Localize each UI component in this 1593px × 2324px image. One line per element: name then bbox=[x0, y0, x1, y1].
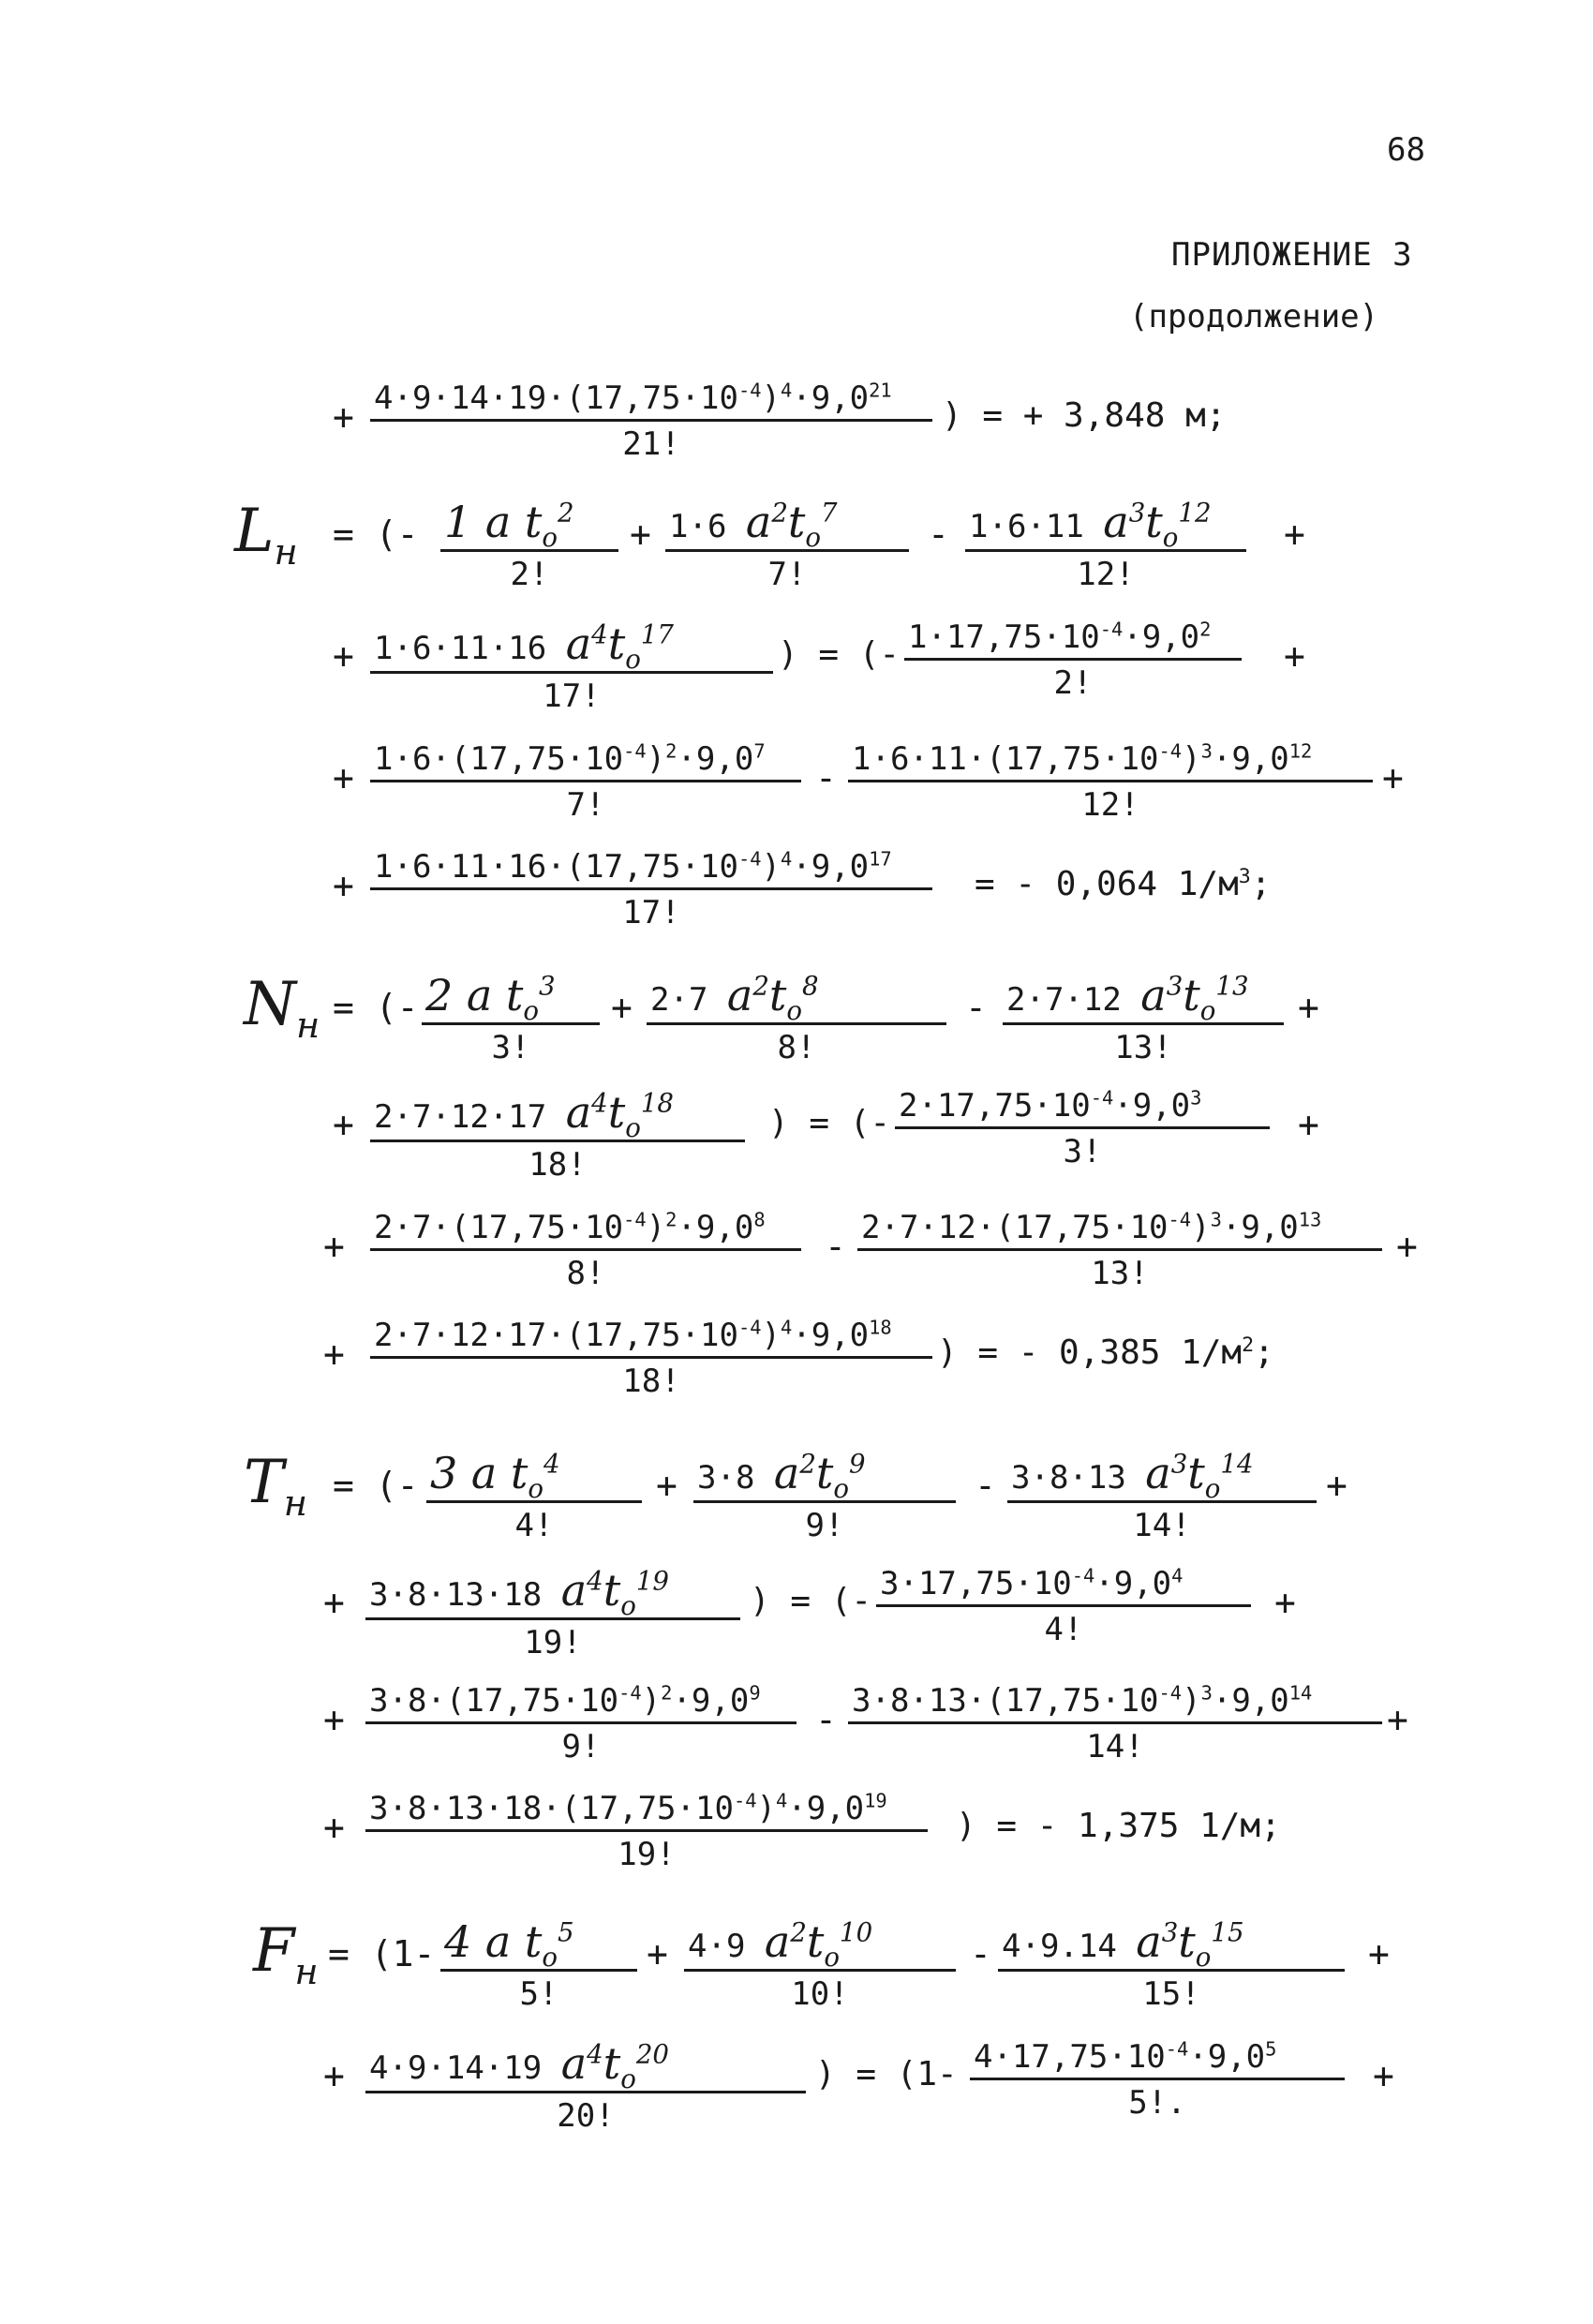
fraction-numerator: 3 a $t_o^4$ bbox=[426, 1448, 642, 1503]
fraction bbox=[904, 618, 1242, 702]
formula-result: ) = (- bbox=[750, 1582, 872, 1620]
operator: + bbox=[323, 1699, 345, 1740]
fraction-numerator: 2 a $t_o^3$ bbox=[422, 970, 600, 1025]
formula-result: ) = - 0,385 $1/м^2$; bbox=[937, 1333, 1274, 1372]
page-number: 68 bbox=[1387, 131, 1425, 169]
operator: - bbox=[825, 1226, 846, 1267]
operator: + bbox=[1382, 757, 1404, 798]
fraction bbox=[370, 380, 932, 463]
fraction-numerator: $3\cdot 8\cdot 13\cdot(17,75\cdot 10^{-4})^3\cdot 9,0^{14}$ bbox=[848, 1682, 1382, 1724]
operator: + bbox=[611, 987, 633, 1028]
fraction bbox=[998, 1916, 1345, 2013]
fraction-denominator: 18! bbox=[529, 1146, 587, 1184]
fraction bbox=[370, 740, 801, 824]
formula-line bbox=[0, 2038, 1593, 2141]
formula-result: = - 0,064 $1/м^3$; bbox=[975, 865, 1272, 903]
fraction-denominator: 12! bbox=[1081, 786, 1139, 824]
fraction-denominator: 20! bbox=[557, 2097, 615, 2135]
fraction-denominator: 10! bbox=[791, 1975, 849, 2013]
formula-result: ) = (1- bbox=[815, 2055, 958, 2093]
fraction-denominator: 12! bbox=[1077, 556, 1135, 593]
fraction-denominator: 8! bbox=[566, 1255, 605, 1292]
operator: - bbox=[965, 987, 987, 1028]
fraction-denominator: 3! bbox=[1063, 1133, 1102, 1170]
fraction bbox=[965, 497, 1246, 593]
fraction-denominator: 4! bbox=[514, 1507, 554, 1544]
operator: + bbox=[1373, 2055, 1394, 2096]
fraction bbox=[440, 1916, 637, 2013]
operator: + bbox=[1368, 1933, 1390, 1974]
appendix-subtitle: (продолжение) bbox=[1129, 298, 1379, 335]
fraction bbox=[857, 1209, 1382, 1292]
fraction-numerator: 1·6·11 $a^3t_o^{12}$ bbox=[965, 497, 1246, 552]
fraction-numerator: $3\cdot 8\cdot(17,75\cdot 10^{-4})^2\cdot 9,0^9$ bbox=[365, 1682, 796, 1724]
fraction-numerator: 2·7·12 $a^3t_o^{13}$ bbox=[1003, 970, 1284, 1025]
fraction-numerator: 4·9·14·19 $a^4t_o^{20}$ bbox=[365, 2038, 806, 2093]
fraction bbox=[365, 1682, 796, 1765]
operator: + bbox=[333, 1104, 354, 1145]
fraction-numerator: 1·6 $a^2t_o^7$ bbox=[665, 497, 909, 552]
fraction bbox=[848, 740, 1373, 824]
fraction-numerator: 3·8·13 $a^3t_o^{14}$ bbox=[1007, 1448, 1317, 1503]
fraction-denominator: 7! bbox=[767, 556, 807, 593]
operator: + bbox=[323, 1333, 345, 1375]
fraction-denominator: 2! bbox=[1053, 664, 1093, 702]
formula-result: ) = + 3,848 м; bbox=[942, 396, 1227, 435]
operator: + bbox=[630, 514, 651, 555]
fraction bbox=[365, 2038, 806, 2135]
operator: = (- bbox=[333, 987, 419, 1028]
fraction-numerator: $4\cdot 9\cdot 14\cdot 19\cdot(17,75\cdot 10^{-4})^4\cdot 9,0^{21}$ bbox=[370, 380, 932, 422]
fraction-denominator: 15! bbox=[1142, 1975, 1200, 2013]
fraction-numerator: 2·7 $a^2t_o^8$ bbox=[647, 970, 946, 1025]
fraction-numerator: $2\cdot 7\cdot 12\cdot(17,75\cdot 10^{-4})^3\cdot 9,0^{13}$ bbox=[857, 1209, 1382, 1251]
operator: + bbox=[323, 1807, 345, 1848]
operator: + bbox=[1284, 635, 1305, 677]
fraction bbox=[1003, 970, 1284, 1066]
formula-result: ) = (- bbox=[778, 635, 901, 674]
operator: - bbox=[928, 514, 949, 555]
fraction bbox=[1007, 1448, 1317, 1544]
formula-symbol: $F_н$ bbox=[253, 1916, 319, 1993]
fraction bbox=[370, 1209, 801, 1292]
fraction-denominator: 14! bbox=[1133, 1507, 1191, 1544]
formula-symbol: $T_н$ bbox=[244, 1448, 307, 1525]
fraction-numerator: 1·6·11·16 $a^4t_o^{17}$ bbox=[370, 618, 773, 674]
operator: + bbox=[333, 396, 354, 438]
operator: + bbox=[1387, 1699, 1408, 1740]
fraction-numerator: 4·9 $a^2t_o^{10}$ bbox=[684, 1916, 956, 1972]
formula-line bbox=[0, 1565, 1593, 1668]
fraction bbox=[440, 497, 618, 593]
fraction-numerator: $1\cdot 17,75\cdot 10^{-4}\cdot 9,0^2$ bbox=[904, 618, 1242, 661]
fraction bbox=[426, 1448, 642, 1544]
operator: = (- bbox=[333, 514, 419, 555]
operator: + bbox=[323, 1582, 345, 1623]
fraction-denominator: 19! bbox=[524, 1624, 582, 1661]
operator: + bbox=[1284, 514, 1305, 555]
operator: - bbox=[970, 1933, 991, 1974]
operator: = (1- bbox=[328, 1933, 436, 1974]
formula-result: ) = (- bbox=[768, 1104, 891, 1142]
fraction bbox=[848, 1682, 1382, 1765]
operator: + bbox=[1298, 987, 1319, 1028]
fraction-numerator: 3·8 $a^2t_o^9$ bbox=[693, 1448, 956, 1503]
fraction-numerator: $3\cdot 17,75\cdot 10^{-4}\cdot 9,0^4$ bbox=[876, 1565, 1251, 1607]
fraction-denominator: 21! bbox=[622, 425, 680, 463]
operator: + bbox=[1396, 1226, 1418, 1267]
formula-symbol: $L_н$ bbox=[234, 497, 298, 574]
fraction bbox=[665, 497, 909, 593]
operator: = (- bbox=[333, 1465, 419, 1506]
formula-line bbox=[0, 740, 1593, 843]
operator: + bbox=[1298, 1104, 1319, 1145]
fraction-denominator: 13! bbox=[1114, 1029, 1172, 1066]
operator: + bbox=[1326, 1465, 1347, 1506]
fraction bbox=[370, 618, 773, 715]
operator: + bbox=[323, 2055, 345, 2096]
fraction bbox=[895, 1087, 1270, 1170]
fraction-numerator: $2\cdot 17,75\cdot 10^{-4}\cdot 9,0^3$ bbox=[895, 1087, 1270, 1129]
fraction-denominator: 2! bbox=[510, 556, 549, 593]
formula-line bbox=[0, 1317, 1593, 1420]
fraction-numerator: 1 a $t_o^2$ bbox=[440, 497, 618, 552]
fraction-numerator: $3\cdot 8\cdot 13\cdot 18\cdot(17,75\cdot 10^{-4})^4\cdot 9,0^{19}$ bbox=[365, 1790, 928, 1832]
fraction-numerator: $1\cdot 6\cdot 11\cdot 16\cdot(17,75\cdot 10^{-4})^4\cdot 9,0^{17}$ bbox=[370, 848, 932, 890]
fraction-numerator: $1\cdot 6\cdot(17,75\cdot 10^{-4})^2\cdot 9,0^7$ bbox=[370, 740, 801, 782]
fraction-denominator: 9! bbox=[561, 1728, 601, 1765]
fraction-numerator: $2\cdot 7\cdot 12\cdot 17\cdot(17,75\cdot 10^{-4})^4\cdot 9,0^{18}$ bbox=[370, 1317, 932, 1359]
formula-line bbox=[0, 1087, 1593, 1190]
fraction-denominator: 4! bbox=[1044, 1611, 1083, 1648]
fraction-denominator: 19! bbox=[618, 1836, 676, 1873]
fraction bbox=[365, 1790, 928, 1873]
operator: + bbox=[333, 865, 354, 906]
formula-line bbox=[0, 618, 1593, 722]
fraction bbox=[365, 1565, 740, 1661]
formula-line bbox=[0, 848, 1593, 951]
formula-line bbox=[0, 380, 1593, 483]
fraction-denominator: 7! bbox=[566, 786, 605, 824]
formula-line bbox=[0, 1209, 1593, 1312]
fraction-denominator: 3! bbox=[491, 1029, 530, 1066]
formula-line bbox=[0, 1916, 1593, 2019]
fraction-denominator: 14! bbox=[1086, 1728, 1144, 1765]
formula-result: ) = - 1,375 1/м; bbox=[956, 1807, 1281, 1845]
fraction-numerator: 4 a $t_o^5$ bbox=[440, 1916, 637, 1972]
appendix-title: ПРИЛОЖЕНИЕ 3 bbox=[1171, 236, 1413, 274]
fraction bbox=[422, 970, 600, 1066]
formula-line bbox=[0, 497, 1593, 600]
fraction-denominator: 5!. bbox=[1128, 2084, 1186, 2122]
formula-line bbox=[0, 1790, 1593, 1893]
operator: + bbox=[1274, 1582, 1296, 1623]
fraction bbox=[370, 848, 932, 931]
fraction bbox=[647, 970, 946, 1066]
formula-symbol: $N_н$ bbox=[244, 970, 320, 1047]
fraction-denominator: 17! bbox=[543, 678, 601, 715]
formula-line bbox=[0, 1448, 1593, 1551]
fraction-numerator: 4·9.14 $a^3t_o^{15}$ bbox=[998, 1916, 1345, 1972]
operator: + bbox=[323, 1226, 345, 1267]
fraction-numerator: 3·8·13·18 $a^4t_o^{19}$ bbox=[365, 1565, 740, 1620]
operator: + bbox=[656, 1465, 677, 1506]
fraction bbox=[876, 1565, 1251, 1648]
fraction-denominator: 18! bbox=[622, 1363, 680, 1400]
formula-line bbox=[0, 1682, 1593, 1785]
fraction-denominator: 8! bbox=[777, 1029, 816, 1066]
fraction bbox=[370, 1087, 745, 1184]
fraction-denominator: 13! bbox=[1091, 1255, 1149, 1292]
operator: - bbox=[815, 1699, 837, 1740]
fraction-denominator: 17! bbox=[622, 894, 680, 931]
operator: + bbox=[333, 635, 354, 677]
fraction bbox=[370, 1317, 932, 1400]
fraction-numerator: 2·7·12·17 $a^4t_o^{18}$ bbox=[370, 1087, 745, 1142]
fraction-numerator: $1\cdot 6\cdot 11\cdot(17,75\cdot 10^{-4})^3\cdot 9,0^{12}$ bbox=[848, 740, 1373, 782]
fraction bbox=[684, 1916, 956, 2013]
operator: - bbox=[815, 757, 837, 798]
fraction-numerator: $2\cdot 7\cdot(17,75\cdot 10^{-4})^2\cdot 9,0^8$ bbox=[370, 1209, 801, 1251]
fraction bbox=[693, 1448, 956, 1544]
fraction bbox=[970, 2038, 1345, 2122]
fraction-denominator: 9! bbox=[805, 1507, 844, 1544]
operator: - bbox=[975, 1465, 996, 1506]
fraction-denominator: 5! bbox=[519, 1975, 558, 2013]
operator: + bbox=[647, 1933, 668, 1974]
fraction-numerator: $4\cdot 17,75\cdot 10^{-4}\cdot 9,0^5$ bbox=[970, 2038, 1345, 2080]
operator: + bbox=[333, 757, 354, 798]
formula-line bbox=[0, 970, 1593, 1073]
